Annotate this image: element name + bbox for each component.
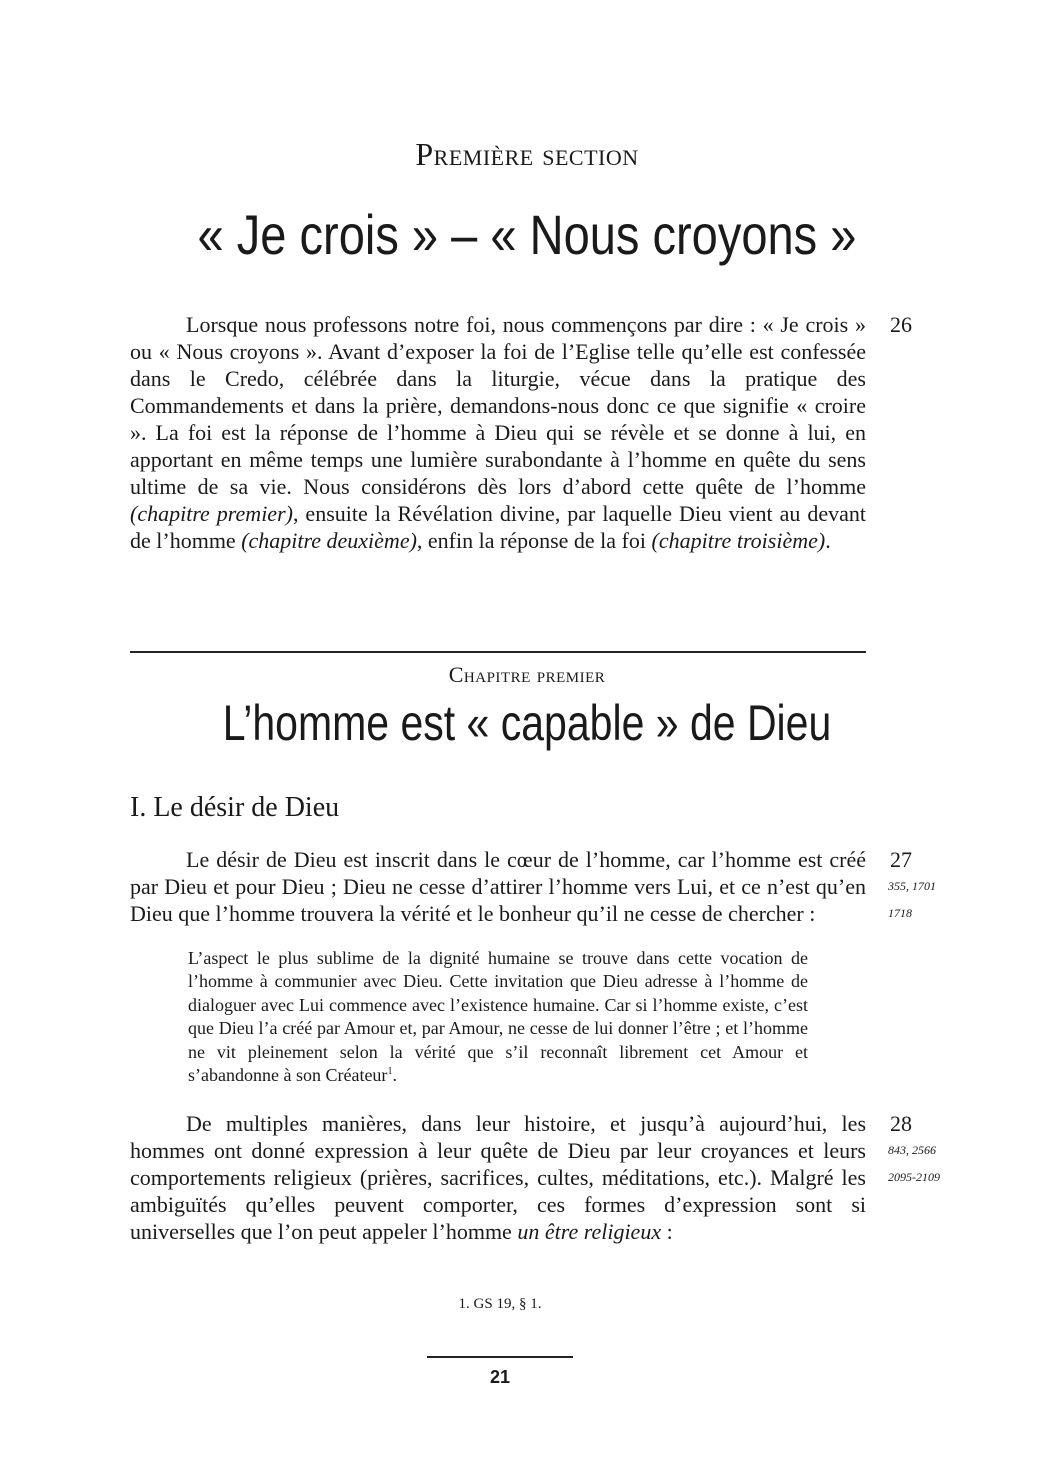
chapter-kicker: Chapitre premier (448, 662, 606, 687)
subheading: I. Le désir de Dieu (130, 792, 340, 823)
paragraph-number-28: 28 (890, 1111, 912, 1136)
paragraph-number-27: 27 (890, 847, 912, 872)
section-title: « Je crois » – « Nous croyons » (197, 203, 857, 266)
page-number-rule (427, 1356, 573, 1358)
cross-reference: 2095-2109 (888, 1170, 940, 1184)
cross-reference: 1718 (888, 906, 912, 920)
paragraph-number-26: 26 (890, 312, 912, 337)
page-number: 21 (489, 1367, 511, 1387)
footnote: 1. GS 19, § 1. (458, 1296, 542, 1312)
paragraph-28: De multiples manières, dans leur histoire, et jusqu’à aujourd’hui, les hommes ont donné expression à leur quête de Dieu par leur croyances et leurs comportements religieux (prières, sacrifices, cultes, méditations, etc.). Malgré les ambiguïtés qu’elles peuvent comporter, ces formes d’expression sont si universelles que l’on peut appeler l’homme un être religieux : (130, 1111, 866, 1244)
paragraph-26: Lorsque nous professons notre foi, nous commençons par dire : « Je crois » ou « Nous croyons ». Avant d’exposer la foi de l’Eglise telle qu’elle est confessée dans le Credo, célébrée dans la liturgie, vécue dans la pratique des Commandements et dans la prière, demandons-nous donc ce que signifie « croire ». La foi est la réponse de l’homme à Dieu qui se révèle et se donne à lui, en apportant en même temps une lumière surabondante à l’homme en quête du sens ultime de sa vie. Nous considérons dès lors d’abord cette quête de l’homme (chapitre premier), ensuite la Révélation divine, par laquelle Dieu vient au devant de l’homme (chapitre deuxième), enfin la réponse de la foi (chapitre troisième). (130, 312, 866, 553)
chapter-title: L’homme est « capable » de Dieu (222, 695, 832, 751)
block-quote: L’aspect le plus sublime de la dignité humaine se trouve dans cette vocation de l’homme à communier avec Dieu. Cette invitation que Dieu adresse à l’homme de dialoguer avec Lui commence avec l’existence humaine. Car si l’homme existe, c’est que Dieu l’a créé par Amour et, par Amour, ne cesse de lui donner l’être ; et l’homme ne vit pleinement selon la vérité que s’il reconnaît librement cet Amour et s’abandonne à son Créateur$^1$. (188, 948, 808, 1086)
section-kicker: Première section (415, 136, 639, 172)
cross-reference: 355, 1701 (888, 879, 936, 893)
chapter-divider (130, 651, 866, 653)
footnote-marker: 1 (387, 1066, 393, 1078)
paragraph-27: Le désir de Dieu est inscrit dans le cœur de l’homme, car l’homme est créé par Dieu et pour Dieu ; Dieu ne cesse d’attirer l’homme vers Lui, et ce n’est qu’en Dieu que l’homme trouvera la vérité et le bonheur qu’il ne cesse de chercher : (130, 847, 866, 926)
cross-reference: 843, 2566 (888, 1143, 936, 1157)
